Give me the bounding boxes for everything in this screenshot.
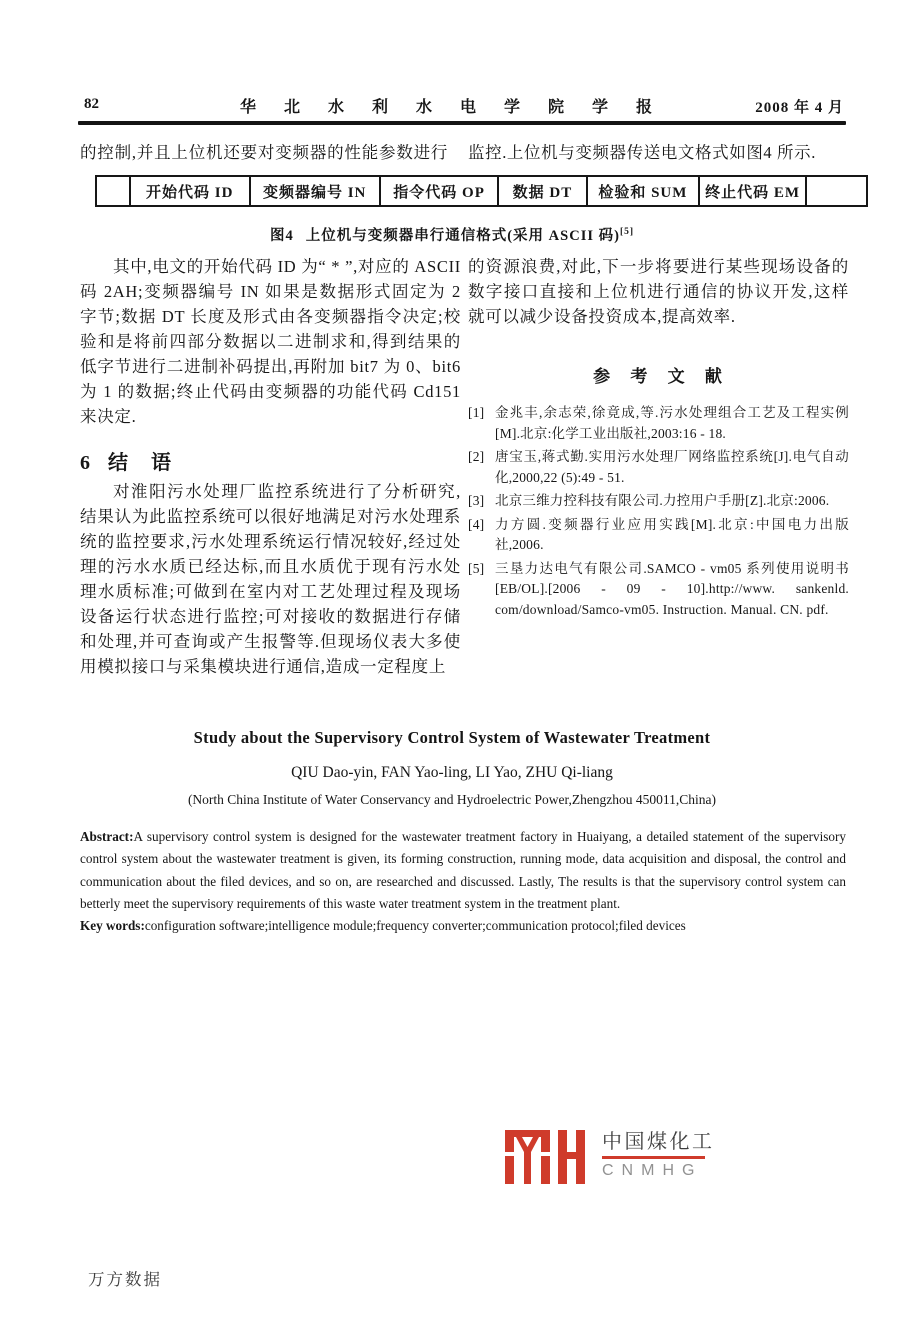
field-start-code: 开始代码 ID — [129, 177, 251, 205]
logo-text-block — [602, 1130, 715, 1180]
reference-text: 力方圆.变频器行业应用实践[M].北京:中国电力出版社,2006. — [495, 516, 849, 552]
figure-caption-text: 上位机与变频器串行通信格式(采用 ASCII 码) — [305, 228, 620, 244]
message-format-row — [129, 177, 807, 205]
reference-number: [4] — [468, 516, 485, 532]
logo-chinese-name: 中国煤化工 — [602, 1131, 715, 1153]
keywords-label: Key words: — [80, 918, 145, 934]
figure-caption-citation: [5] — [619, 227, 635, 238]
logo-divider — [602, 1156, 705, 1159]
keywords-paragraph — [80, 915, 846, 937]
abstract-label: Abstract: — [80, 829, 134, 844]
issue-date: 2008 年 4 月 — [755, 100, 844, 116]
header-rule — [78, 121, 846, 125]
reference-item — [468, 447, 849, 488]
figure-caption-number: 图4 — [269, 228, 294, 244]
wanfang-watermark: 万方数据 — [88, 1271, 162, 1289]
reference-item — [468, 491, 849, 512]
field-inverter-number: 变频器编号 IN — [251, 177, 381, 205]
page-number: 82 — [84, 96, 99, 112]
figure-caption — [0, 224, 904, 245]
left-column-paragraph-2-wrap — [80, 479, 461, 679]
reference-item — [468, 559, 849, 621]
field-data: 数据 DT — [499, 177, 587, 205]
reference-text: 唐宝玉,蒋式勤.实用污水处理厂网络监控系统[J].电气自动化,2000,22 (5):49 - 51. — [495, 449, 849, 485]
reference-number: [1] — [468, 405, 485, 420]
references-list — [468, 403, 849, 623]
body-line-right: 监控.上位机与变频器传送电文格式如图4 所示. — [468, 143, 816, 162]
reference-item — [468, 515, 849, 556]
abstract-text: A supervisory control system is designed for the wastewater treatment factory in Huaiyang, a detailed statement of the supervisory control system about the wastewater treatment is given, its forming construction, running mode, data acquisition and disposal, the control and communication about the filed devices, and so on, are researched and discussed. Lastly, The results is that the supervisory control system can betterly meet the supervisory requirements of this waste water treatment system in the treatment plant. — [80, 829, 846, 911]
body-line-left: 的控制,并且上位机还要对变频器的性能参数进行 — [80, 143, 449, 162]
left-column — [80, 254, 461, 429]
left-paragraph-1: 其中,电文的开始代码 ID 为“ * ”,对应的 ASCII 码 2AH;变频器编号 IN 如果是数据形式固定为 2 字节;数据 DT 长度及形式由各变频器指令决定;校验和是将前四部分数据以二进制求和,得到结果的低字节进行二进制补码提出,再附加 bit7 为 0、bit6 为 1 的数据;终止代码由变频器的功能代码 Cd151 来决定. — [80, 257, 461, 426]
publisher-logo — [505, 1130, 715, 1184]
section-heading-conclusion — [80, 446, 173, 475]
section-title: 结 语 — [108, 452, 173, 474]
reference-number: [2] — [468, 449, 485, 464]
references-heading: 参 考 文 献 — [593, 367, 724, 386]
journal-title: 华 北 水 利 水 电 学 院 学 报 — [239, 99, 664, 116]
field-command-code: 指令代码 OP — [381, 177, 500, 205]
english-abstract-block — [80, 826, 846, 937]
field-end-code: 终止代码 EM — [700, 177, 807, 205]
reference-text: 三垦力达电气有限公司.SAMCO - vm05 系列使用说明书[EB/OL].[2006 - 09 - 10].http://www. sankenld. com/download/Samco-vm05. Instruction. Manual. CN. pdf. — [495, 560, 849, 617]
reference-number: [3] — [468, 493, 485, 508]
right-paragraph-1: 的资源浪费,对此,下一步将要进行某些现场设备的数字接口直接和上位机进行通信的协议开发,这样就可以减少设备投资成本,提高效率. — [468, 257, 849, 326]
right-column — [468, 254, 849, 329]
section-number: 6 — [80, 452, 90, 474]
keywords-text: configuration software;intelligence module;frequency converter;communication protocol;filed devices — [144, 918, 686, 934]
english-authors: QIU Dao-yin, FAN Yao-ling, LI Yao, ZHU Qi-liang — [291, 764, 613, 781]
reference-number: [5] — [468, 560, 485, 576]
reference-text: 北京三维力控科技有限公司.力控用户手册[Z].北京:2006. — [495, 493, 830, 508]
abstract-paragraph — [80, 826, 846, 915]
figure-message-format — [95, 175, 868, 207]
reference-text: 金兆丰,余志荣,徐竟成,等.污水处理组合工艺及工程实例[M].北京:化学工业出版社,2003:16 - 18. — [495, 405, 849, 441]
cnmhg-logo-icon — [505, 1130, 585, 1184]
left-paragraph-2: 对淮阳污水处理厂监控系统进行了分析研究,结果认为此监控系统可以很好地满足对污水处理系统的监控要求,污水处理系统运行情况较好,经过处理的污水水质已经达标,而且水质优于现有污水处理水质标准;可做到在室内对工艺处理过程及现场设备运行状态进行监控;可对接收的数据进行存储和处理,并可查询或产生报警等.但现场仪表大多使用模拟接口与采集模块进行通信,造成一定程度上 — [80, 482, 461, 676]
logo-abbreviation: CNMHG — [602, 1161, 703, 1179]
field-checksum: 检验和 SUM — [588, 177, 701, 205]
reference-item — [468, 403, 849, 444]
english-title: Study about the Supervisory Control System of Wastewater Treatment — [193, 728, 711, 747]
english-affiliation: (North China Institute of Water Conservancy and Hydroelectric Power,Zhengzhou 450011,China) — [187, 792, 717, 807]
